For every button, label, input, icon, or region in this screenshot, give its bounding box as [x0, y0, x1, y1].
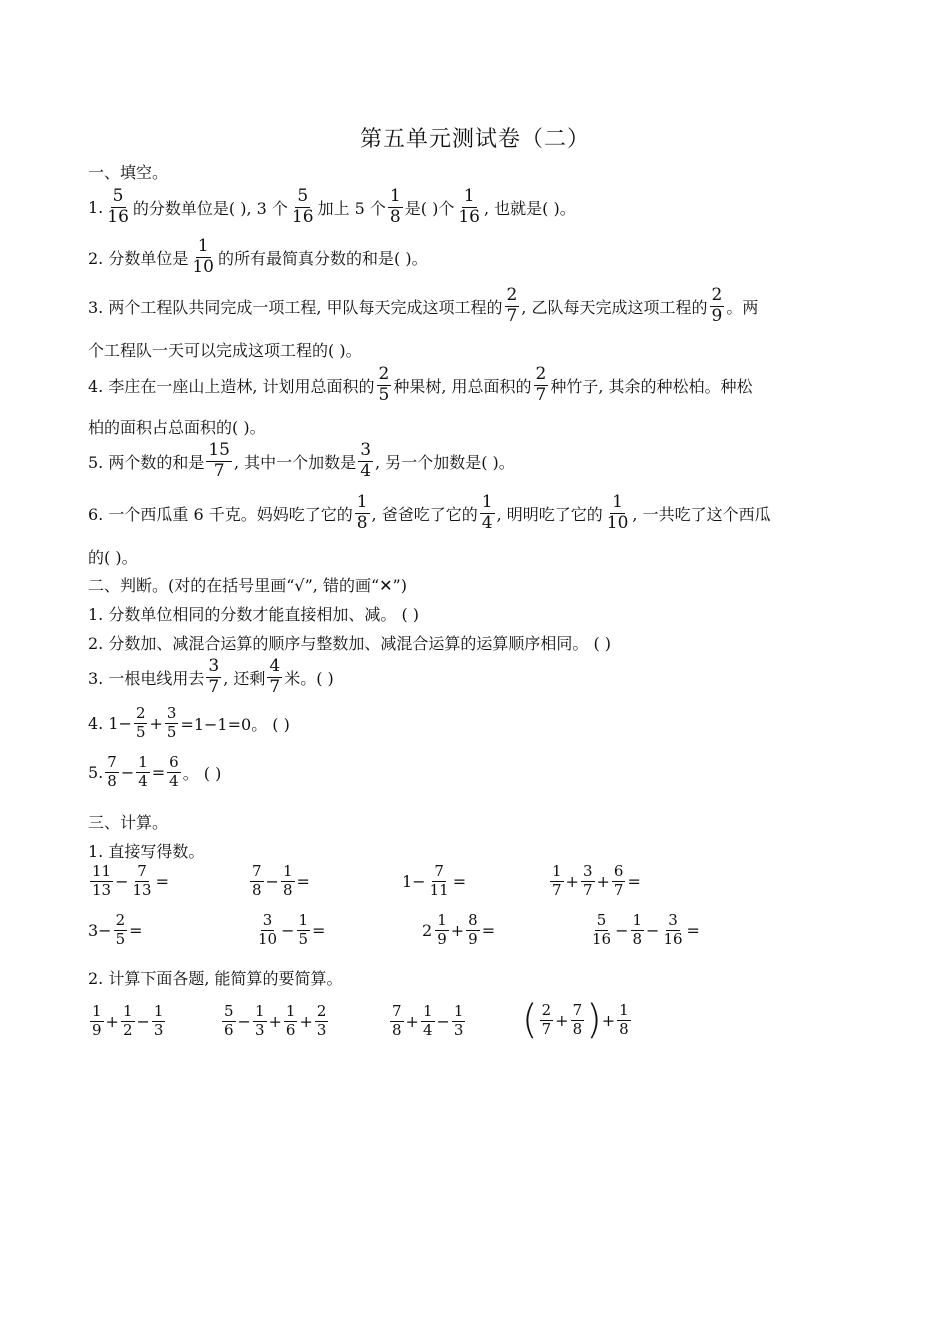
calc-3b [220, 1004, 330, 1039]
denominator: 13 [132, 880, 152, 899]
fraction [612, 864, 626, 899]
fraction [390, 1004, 404, 1039]
fraction [297, 913, 311, 948]
numerator: 8 [468, 911, 478, 929]
fraction [134, 706, 148, 741]
text-segment: 1. [88, 197, 104, 217]
text-segment: , 明明吃了它的 [496, 504, 603, 524]
denominator: 7 [541, 1019, 552, 1038]
numerator: 1 [197, 236, 209, 256]
fraction [466, 913, 480, 948]
question-1-4-cont [88, 415, 266, 438]
text-segment: 2. 分数加、减混合运算的顺序与整数加、减混合运算的运算顺序相同。 ( ) [88, 634, 612, 653]
denominator: 8 [389, 206, 401, 227]
fraction [421, 1004, 435, 1039]
denominator: 3 [153, 1020, 164, 1039]
numerator: 1 [389, 186, 401, 206]
numerator: 1 [619, 1000, 629, 1019]
numerator: 1 [356, 492, 368, 512]
numerator: 3 [208, 656, 220, 676]
denominator: 9 [92, 1020, 102, 1039]
denominator: 9 [711, 305, 723, 326]
text-segment: 1− [402, 871, 426, 891]
denominator: 8 [282, 880, 293, 899]
text-segment: 5. 两个数的和是 [88, 452, 205, 472]
denominator: 10 [192, 256, 214, 277]
numerator: 1 [285, 1002, 296, 1020]
numerator: 15 [208, 440, 230, 460]
text-segment: 4. 李庄在一座山上造林, 计划用总面积的 [88, 376, 375, 396]
fraction [281, 864, 295, 899]
numerator: 2 [541, 1000, 552, 1019]
text-segment: 2. 计算下面各题, 能简算的要简算。 [88, 969, 343, 988]
text-segment: 种果树, 用总面积的 [393, 376, 532, 396]
denominator: 9 [468, 929, 478, 948]
text-segment: 的分数单位是( ), 3 个 [132, 198, 288, 218]
text-segment: − [436, 1011, 450, 1031]
numerator: 1 [632, 911, 643, 929]
fraction [661, 913, 684, 948]
denominator: 4 [169, 771, 179, 790]
text-segment: 的( )。 [88, 548, 138, 567]
numerator: 5 [224, 1002, 234, 1020]
fraction [152, 1004, 166, 1039]
text-segment: 6. 一个西瓜重 6 千克。妈妈吃了它的 [88, 504, 353, 524]
text-segment: − [115, 871, 129, 891]
text-segment: 4. 1− [88, 713, 132, 733]
fraction [256, 913, 279, 948]
text-segment: + [601, 1010, 616, 1030]
text-segment: 3. 一根电线用去 [88, 668, 205, 688]
text-segment: 一、填空。 [88, 163, 169, 182]
fraction [540, 1000, 554, 1038]
calc-2d [588, 913, 700, 948]
text-segment: + [105, 1011, 119, 1031]
numerator: 1 [612, 492, 623, 512]
denominator: 4 [422, 1020, 433, 1039]
fraction [131, 864, 154, 899]
fraction [167, 755, 181, 790]
denominator: 7 [208, 676, 220, 697]
numerator: 7 [107, 753, 117, 771]
denominator: 16 [107, 206, 129, 227]
question-2-5 [88, 755, 221, 790]
text-segment: 5. [88, 762, 104, 782]
text-segment: 米。( ) [284, 668, 334, 688]
fraction [355, 494, 370, 533]
fraction [206, 658, 221, 697]
denominator: 16 [663, 929, 683, 948]
page-title: 第五单元测试卷（二） [359, 127, 590, 152]
question-1-1 [88, 188, 576, 227]
calc-3c [388, 1004, 467, 1039]
denominator: 7 [552, 880, 562, 899]
text-segment: = [452, 871, 467, 891]
text-segment: , 也就是( )。 [483, 198, 576, 218]
denominator: 6 [224, 1020, 234, 1039]
numerator: 2 [506, 285, 518, 305]
fraction [505, 287, 520, 326]
numerator: 1 [138, 753, 148, 771]
numerator: 7 [252, 862, 262, 880]
text-segment: , 另一个加数是( )。 [375, 452, 515, 472]
denominator: 4 [138, 771, 148, 790]
text-segment: 2. 分数单位是 [88, 248, 189, 268]
denominator: 13 [92, 880, 112, 899]
fraction [253, 1004, 267, 1039]
fraction [590, 913, 613, 948]
question-1-6-cont [88, 545, 138, 568]
fraction [581, 864, 595, 899]
subsection-3-1 [88, 839, 204, 862]
text-segment: , 一共吃了这个西瓜 [632, 504, 771, 524]
denominator: 7 [213, 460, 225, 481]
fraction [315, 1004, 329, 1039]
fraction [605, 494, 631, 533]
denominator: 4 [360, 460, 372, 481]
numerator: 2 [115, 911, 126, 929]
text-segment: 。 ( ) [182, 763, 222, 783]
numerator: 1 [282, 862, 293, 880]
fraction [534, 366, 549, 405]
text-segment: 3. 两个工程队共同完成一项工程, 甲队每天完成这项工程的 [88, 297, 503, 317]
text-segment: 种竹子, 其余的种松柏。种松 [550, 376, 753, 396]
fraction [435, 913, 449, 948]
denominator: 10 [258, 929, 278, 948]
text-segment: + [268, 1011, 282, 1031]
text-segment: = [151, 762, 166, 782]
text-segment: 三、计算。 [88, 813, 169, 832]
question-1-4 [88, 366, 753, 405]
denominator: 8 [356, 512, 368, 533]
numerator: 3 [166, 704, 177, 722]
question-2-1 [88, 602, 419, 625]
text-segment: 。两 [726, 297, 759, 317]
denominator: 7 [506, 305, 518, 326]
fraction [114, 913, 128, 948]
denominator: 5 [298, 929, 309, 948]
fraction [250, 864, 264, 899]
calc-1a [88, 864, 169, 899]
text-segment: 1. 分数单位相同的分数才能直接相加、减。 ( ) [88, 605, 420, 624]
denominator: 16 [592, 929, 612, 948]
calc-3a [88, 1004, 167, 1039]
denominator: 9 [437, 929, 447, 948]
numerator: 7 [137, 862, 147, 880]
numerator: 5 [596, 911, 607, 929]
numerator: 1 [298, 911, 309, 929]
question-1-5 [88, 442, 515, 481]
text-segment: =1−1=0。 ( ) [180, 714, 290, 734]
question-1-6 [88, 494, 771, 533]
fraction [358, 442, 373, 481]
fraction [90, 864, 113, 899]
numerator: 6 [169, 753, 179, 771]
text-segment: 2 [422, 920, 433, 940]
denominator: 7 [269, 676, 281, 697]
numerator: 5 [112, 186, 124, 206]
denominator: 7 [582, 880, 593, 899]
numerator: 1 [254, 1002, 265, 1020]
subsection-3-2 [88, 966, 343, 989]
text-segment: = [312, 920, 326, 940]
numerator: 1 [463, 186, 475, 206]
text-segment: = [481, 920, 496, 940]
fraction [480, 494, 495, 533]
numerator: 4 [269, 656, 281, 676]
text-segment: + [555, 1010, 569, 1030]
fraction [290, 188, 316, 227]
text-segment: − [281, 920, 295, 940]
numerator: 1 [92, 1002, 102, 1020]
question-2-4 [88, 706, 290, 741]
denominator: 16 [458, 206, 480, 227]
text-segment: , 乙队每天完成这项工程的 [521, 297, 708, 317]
fraction [105, 755, 119, 790]
denominator: 5 [166, 722, 177, 741]
numerator: 2 [135, 704, 146, 722]
section-1-heading [88, 160, 168, 183]
text-segment: + [565, 871, 579, 891]
numerator: 1 [453, 1002, 464, 1020]
text-segment: , 爸爸吃了它的 [371, 504, 478, 524]
calc-1b [248, 864, 310, 899]
numerator: 1 [422, 1002, 433, 1020]
text-segment: − [615, 920, 629, 940]
text-segment: 柏的面积占总面积的( )。 [88, 418, 266, 437]
question-1-3 [88, 287, 758, 326]
fraction [452, 1004, 466, 1039]
fraction [428, 864, 451, 899]
denominator: 3 [316, 1020, 327, 1039]
text-segment: 加上 5 个 [317, 198, 386, 218]
text-segment: + [405, 1011, 419, 1031]
numerator: 2 [535, 364, 547, 384]
fraction [190, 238, 216, 277]
text-segment: = [129, 920, 143, 940]
denominator: 3 [453, 1020, 464, 1039]
text-segment: 的所有最简真分数的和是( )。 [218, 248, 428, 268]
numerator: 1 [122, 1002, 133, 1020]
text-segment: ( [522, 997, 538, 1043]
calc-2c [422, 913, 495, 948]
text-segment: 1. 直接写得数。 [88, 842, 205, 861]
section-2-heading [88, 573, 407, 596]
text-segment: − [136, 1011, 150, 1031]
text-segment: + [149, 713, 163, 733]
numerator: 1 [481, 492, 493, 512]
denominator: 10 [606, 512, 629, 533]
denominator: 7 [613, 880, 624, 899]
text-segment: = [155, 871, 169, 891]
numerator: 1 [437, 911, 447, 929]
denominator: 8 [107, 771, 117, 790]
text-segment: 二、判断。(对的在括号里画“√”, 错的画“✕”) [88, 576, 407, 595]
denominator: 11 [429, 880, 449, 899]
numerator: 5 [297, 186, 309, 206]
text-segment: = [627, 871, 641, 891]
numerator: 1 [153, 1002, 164, 1020]
text-segment: − [237, 1011, 251, 1031]
numerator: 1 [552, 862, 562, 880]
denominator: 2 [122, 1020, 133, 1039]
denominator: 8 [619, 1019, 629, 1038]
numerator: 11 [92, 862, 112, 880]
calc-1c [402, 864, 466, 899]
fraction [456, 188, 482, 227]
text-segment: 3− [88, 920, 112, 940]
numerator: 3 [668, 911, 678, 929]
section-3-heading [88, 810, 168, 833]
fraction [284, 1004, 298, 1039]
numerator: 7 [572, 1000, 583, 1019]
question-1-2 [88, 238, 428, 277]
text-segment: 个工程队一天可以完成这项工程的( )。 [88, 341, 362, 360]
denominator: 8 [632, 929, 643, 948]
text-segment: + [299, 1011, 313, 1031]
denominator: 5 [115, 929, 126, 948]
numerator: 2 [316, 1002, 327, 1020]
fraction [121, 1004, 135, 1039]
numerator: 3 [262, 911, 273, 929]
numerator: 6 [613, 862, 624, 880]
fraction [206, 442, 232, 481]
question-2-3 [88, 658, 334, 697]
denominator: 3 [254, 1020, 265, 1039]
calc-2b [254, 913, 325, 948]
numerator: 3 [582, 862, 593, 880]
fraction [631, 913, 645, 948]
fraction [571, 1000, 585, 1038]
denominator: 16 [291, 206, 314, 227]
numerator: 7 [392, 1002, 402, 1020]
text-segment: − [265, 871, 279, 891]
text-segment: − [646, 920, 660, 940]
numerator: 7 [434, 862, 444, 880]
text-segment: + [596, 871, 610, 891]
fraction [222, 1004, 236, 1039]
fraction [90, 1004, 104, 1039]
fraction [267, 658, 282, 697]
numerator: 2 [711, 285, 723, 305]
denominator: 6 [285, 1020, 296, 1039]
denominator: 8 [572, 1019, 583, 1038]
numerator: 3 [360, 440, 372, 460]
denominator: 5 [135, 722, 146, 741]
denominator: 8 [392, 1020, 402, 1039]
fraction [105, 188, 131, 227]
calc-3d [522, 997, 633, 1043]
text-segment: ) [586, 997, 602, 1043]
text-segment: , 还剩 [223, 668, 266, 688]
fraction [388, 188, 403, 227]
numerator: 2 [378, 364, 390, 384]
fraction [617, 1000, 631, 1038]
calc-2a [88, 913, 143, 948]
text-segment: = [296, 871, 310, 891]
text-segment: = [686, 920, 700, 940]
denominator: 7 [535, 384, 547, 405]
denominator: 5 [378, 384, 390, 405]
text-segment: − [120, 762, 135, 782]
fraction [136, 755, 150, 790]
text-segment: + [450, 920, 465, 940]
fraction [377, 366, 392, 405]
text-segment: , 其中一个加数是 [234, 452, 357, 472]
text-segment: 是( )个 [404, 198, 455, 218]
question-1-3-cont [88, 338, 362, 361]
fraction [165, 706, 179, 741]
denominator: 8 [252, 880, 262, 899]
denominator: 4 [481, 512, 493, 533]
question-2-2 [88, 631, 611, 654]
fraction [550, 864, 564, 899]
fraction [710, 287, 725, 326]
calc-1d [548, 864, 641, 899]
